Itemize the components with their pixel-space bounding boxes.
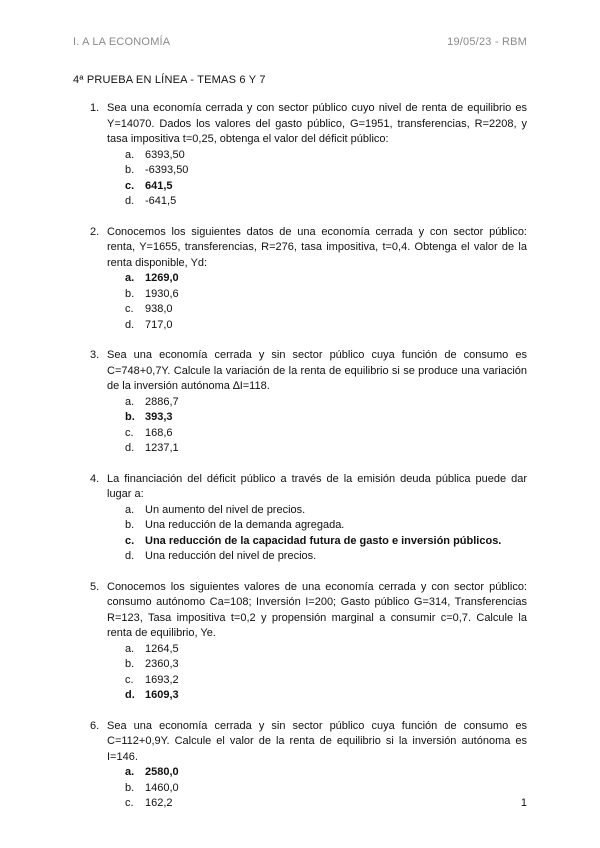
answer-option bbox=[125, 657, 527, 673]
answer-option bbox=[125, 318, 527, 334]
question-text: Sea una economía cerrada y sin sector público cuya función de consumo es C=112+0,9Y. Calcule el valor de la renta de equilibrio si la inversión autónoma es I=146. bbox=[107, 719, 527, 763]
option-text: Una reducción de la demanda agregada. bbox=[145, 519, 345, 531]
option-letter: c. bbox=[125, 797, 134, 809]
option-text: -641,5 bbox=[145, 195, 177, 207]
question-number: 2. bbox=[90, 225, 100, 238]
option-text: 938,0 bbox=[145, 303, 173, 315]
option-text: 1693,2 bbox=[145, 673, 179, 686]
answer-option bbox=[125, 302, 527, 318]
option-text: Una reducción del nivel de precios. bbox=[145, 550, 317, 562]
option-letter: d. bbox=[125, 689, 135, 701]
option-letter: d. bbox=[125, 550, 135, 562]
question-6 bbox=[73, 719, 527, 812]
option-text: 393,3 bbox=[145, 411, 173, 423]
question-number: 3. bbox=[90, 349, 100, 361]
option-letter: b. bbox=[125, 519, 135, 531]
page-number: 1 bbox=[520, 797, 527, 809]
option-letter: b. bbox=[125, 164, 135, 176]
answer-option bbox=[125, 148, 527, 164]
option-letter: a. bbox=[125, 766, 135, 778]
answer-option bbox=[125, 642, 527, 658]
question-3 bbox=[73, 348, 527, 457]
option-text: 1609,3 bbox=[145, 689, 179, 701]
option-letter: b. bbox=[125, 781, 135, 794]
option-letter: a. bbox=[125, 503, 135, 516]
option-letter: c. bbox=[125, 303, 134, 315]
question-text: Conocemos los siguientes valores de una economía cerrada y con sector público: consumo autónomo Ca=108; Inversión I=200; Gasto público G=314, Transferencias R=123, Tasa impositiva t=0,2 y propensión marginal a consumir c=0,7. Calcule la renta de equilibrio, Ye. bbox=[107, 580, 527, 639]
answer-option-correct bbox=[125, 410, 527, 426]
option-letter: d. bbox=[125, 195, 135, 207]
answer-option bbox=[125, 441, 527, 457]
option-letter: c. bbox=[125, 179, 135, 192]
question-text: Sea una economía cerrada y sin sector público cuya función de consumo es C=748+0,7Y. Calcule la variación de la renta de equilibrio si se produce una variación de la inversión autónoma ∆I=118. bbox=[107, 349, 527, 392]
option-letter: a. bbox=[125, 272, 135, 284]
option-letter: a. bbox=[125, 395, 135, 408]
answer-options bbox=[125, 271, 527, 333]
answer-option bbox=[125, 549, 527, 565]
option-text: 717,0 bbox=[145, 318, 173, 331]
question-number: 1. bbox=[90, 102, 100, 114]
option-letter: c. bbox=[125, 426, 134, 439]
question-number: 6. bbox=[90, 719, 100, 732]
option-letter: c. bbox=[125, 534, 135, 547]
option-letter: b. bbox=[125, 411, 135, 423]
option-text: -6393,50 bbox=[145, 164, 189, 176]
answer-option bbox=[125, 781, 527, 797]
option-text: 2360,3 bbox=[145, 658, 179, 670]
question-number: 5. bbox=[90, 580, 100, 593]
answer-option bbox=[125, 673, 527, 689]
option-text: 1237,1 bbox=[145, 442, 179, 454]
option-text: 6393,50 bbox=[145, 148, 185, 161]
answer-options bbox=[125, 395, 527, 457]
header-course: I. A LA ECONOMÍA bbox=[73, 36, 171, 48]
answer-options bbox=[125, 765, 527, 812]
option-letter: b. bbox=[125, 287, 135, 300]
question-4 bbox=[73, 472, 527, 565]
question-number: 4. bbox=[90, 472, 100, 485]
option-letter: d. bbox=[125, 318, 135, 331]
option-text: 1930,6 bbox=[145, 287, 179, 300]
question-5 bbox=[73, 580, 527, 704]
answer-option bbox=[125, 796, 527, 812]
option-text: 2580,0 bbox=[145, 766, 179, 778]
option-letter: a. bbox=[125, 642, 135, 655]
answer-option-correct bbox=[125, 765, 527, 781]
answer-option-correct bbox=[125, 534, 527, 550]
option-text: 641,5 bbox=[145, 179, 173, 192]
answer-option bbox=[125, 163, 527, 179]
option-text: Una reducción de la capacidad futura de gasto e inversión públicos. bbox=[145, 534, 502, 547]
answer-option bbox=[125, 395, 527, 411]
header-date: 19/05/23 - RBM bbox=[447, 36, 527, 48]
answer-options bbox=[125, 642, 527, 704]
option-letter: a. bbox=[125, 148, 135, 161]
answer-option-correct bbox=[125, 179, 527, 195]
answer-option bbox=[125, 426, 527, 442]
answer-option bbox=[125, 518, 527, 534]
question-1 bbox=[73, 101, 527, 210]
option-letter: c. bbox=[125, 673, 134, 686]
option-text: 1269,0 bbox=[145, 272, 179, 284]
question-text: Conocemos los siguientes datos de una economía cerrada y con sector público: renta, Y=1655, transferencias, R=276, tasa impositiva, t=0,4. Obtenga el valor de la renta disponible, Yd: bbox=[107, 225, 527, 269]
question-list bbox=[73, 101, 527, 827]
answer-option-correct bbox=[125, 271, 527, 287]
answer-option bbox=[125, 194, 527, 210]
option-letter: b. bbox=[125, 658, 135, 670]
option-letter: d. bbox=[125, 442, 135, 454]
question-text: La financiación del déficit público a través de la emisión deuda pública puede dar lugar a: bbox=[107, 472, 527, 500]
answer-options bbox=[125, 503, 527, 565]
question-2 bbox=[73, 225, 527, 334]
option-text: 162,2 bbox=[145, 797, 173, 809]
option-text: Un aumento del nivel de precios. bbox=[145, 503, 306, 516]
option-text: 168,6 bbox=[145, 426, 173, 439]
answer-option-correct bbox=[125, 688, 527, 704]
answer-option bbox=[125, 503, 527, 519]
option-text: 1460,0 bbox=[145, 781, 179, 794]
answer-option bbox=[125, 287, 527, 303]
option-text: 1264,5 bbox=[145, 642, 179, 655]
document-title: 4ª PRUEBA EN LÍNEA - TEMAS 6 Y 7 bbox=[73, 74, 266, 86]
answer-options bbox=[125, 148, 527, 210]
question-text: Sea una economía cerrada y con sector público cuyo nivel de renta de equilibrio es Y=14070. Dados los valores del gasto público, G=1951, transferencias, R=2208, y tasa impositiva t=0,25, obtenga el valor del déficit público: bbox=[107, 102, 527, 145]
option-text: 2886,7 bbox=[145, 395, 179, 408]
